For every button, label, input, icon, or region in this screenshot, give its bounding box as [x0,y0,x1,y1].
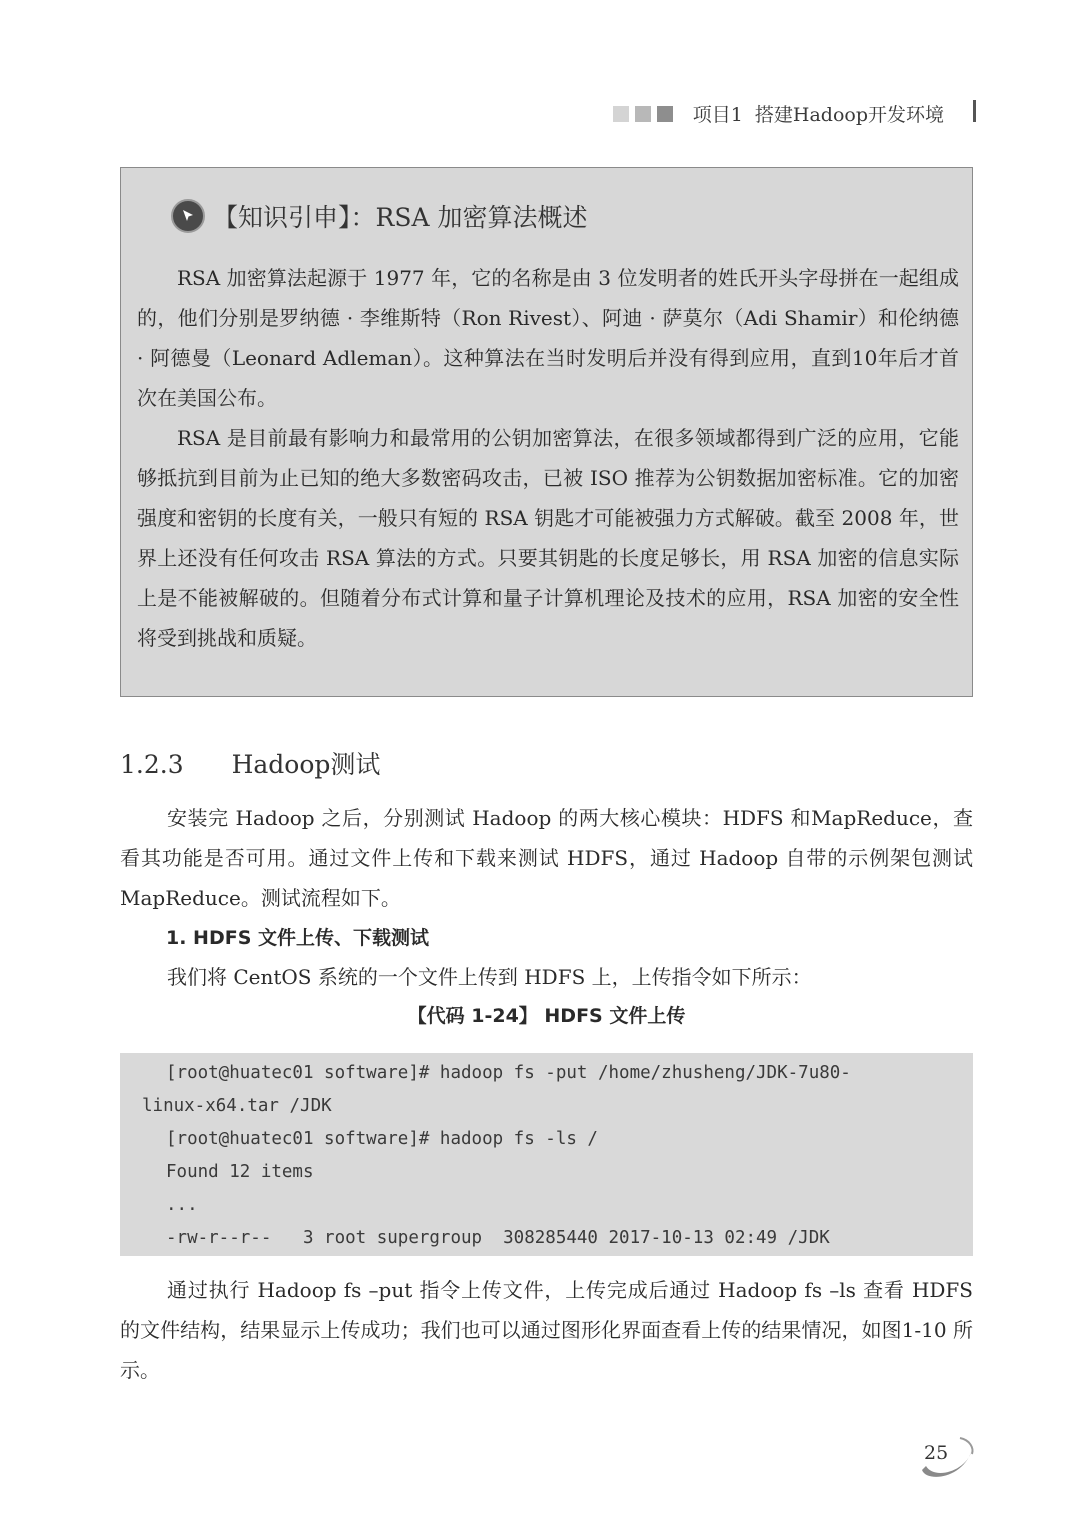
knowledge-paragraph-2: RSA 是目前最有影响力和最常用的公钥加密算法，在很多领域都得到广泛的应用，它能够抵抗到目前为止已知的绝大多数密码攻击，已被 ISO 推荐为公钥数据加密标准。它的加密强度和密钥的长度有关，一般只有短的 RSA 钥匙才可能被强力方式解破。截至 2008 年，世界上还没有任何攻击 RSA 算法的方式。只要其钥匙的长度足够长，用 RSA 加密的信息实际上是不能被解破的。但随着分布式计算和量子计算机理论及技术的应用，RSA 加密的安全性将受到挑战和质疑。 [137,426,959,650]
intro-paragraph: 安装完 Hadoop 之后，分别测试 Hadoop 的两大核心模块：HDFS 和MapReduce，查看其功能是否可用。通过文件上传和下载来测试 HDFS，通过 Hadoop 自带的示例架包测试MapReduce。测试流程如下。 [120,806,973,910]
header-title: 项目1 搭建Hadoop开发环境 [692,104,944,126]
knowledge-box-body [137,258,959,658]
knowledge-box-title: 【知识引申】：RSA 加密算法概述 [213,203,588,232]
section-heading [120,745,380,781]
result-paragraph: 通过执行 Hadoop fs –put 指令上传文件，上传完成后通过 Hadoop fs –ls 查看 HDFS 的文件结构，结果显示上传成功；我们也可以通过图形化界面查看上传的结果情况，如图1-10 所示。 [120,1278,973,1382]
page-number-badge [916,1432,976,1482]
header-square-dark [657,106,673,122]
knowledge-paragraph-1: RSA 加密算法起源于 1977 年，它的名称是由 3 位发明者的姓氏开头字母拼在一起组成的，他们分别是罗纳德 · 李维斯特（Ron Rivest）、阿迪 · 萨莫尔（Adi Shamir）和伦纳德 · 阿德曼（Leonard Adleman）。这种算法在当时发明后并没有得到应用，直到10年后才首次在美国公布。 [137,266,959,410]
knowledge-box [120,167,973,697]
header-square-light [613,106,629,122]
code-line: linux-x64.tar /JDK [142,1096,332,1116]
header-divider [973,100,976,122]
code-block [120,1053,973,1256]
code-line: Found 12 items [166,1162,314,1182]
running-header [613,100,944,127]
code-caption: 【代码 1-24】 HDFS 文件上传 [407,1005,686,1027]
code-line: -rw-r--r-- 3 root supergroup 308285440 2017-10-13 02:49 /JDK [166,1228,830,1248]
section-number: 1.2.3 [120,750,184,779]
code-line: [root@huatec01 software]# hadoop fs -ls / [166,1129,598,1149]
knowledge-box-heading [171,198,587,234]
code-line: [root@huatec01 software]# hadoop fs -put /home/zhusheng/JDK-7u80- [166,1063,851,1083]
pointer-icon [171,199,205,233]
header-square-mid [635,106,651,122]
code-line: ... [166,1195,198,1215]
page-number: 25 [924,1442,949,1464]
section-title: Hadoop测试 [231,750,381,779]
subsection-heading: 1. HDFS 文件上传、下载测试 [166,927,430,949]
upload-paragraph: 我们将 CentOS 系统的一个文件上传到 HDFS 上，上传指令如下所示： [167,965,812,989]
